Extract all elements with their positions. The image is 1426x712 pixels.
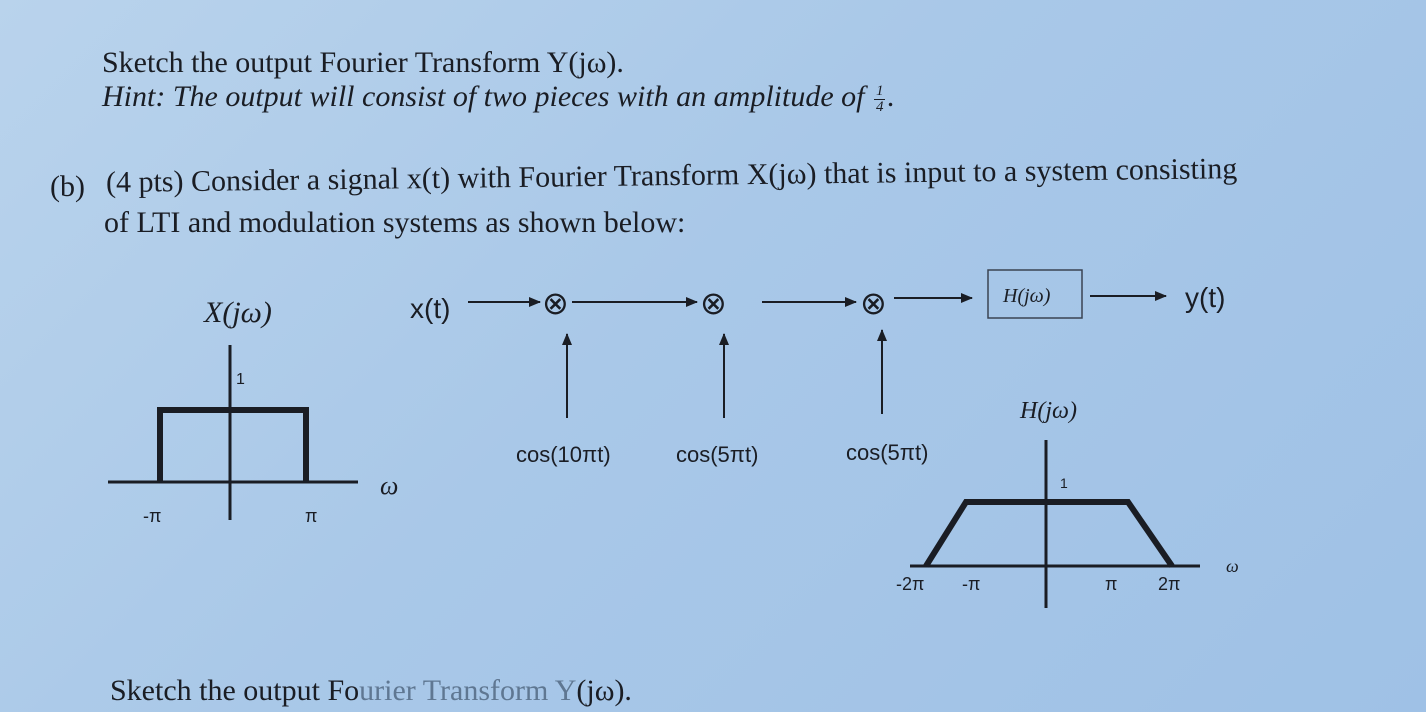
hint-text: Hint: The output will consist of two pieces with an amplitude of (102, 80, 865, 113)
h-plot-title: H(jω) (1020, 398, 1077, 424)
h-plot-amplitude-label: 1 (1060, 475, 1068, 491)
x-plot-tick-pi: π (305, 506, 318, 526)
sketch-bottom-dark: Sketch the output Fo (110, 674, 360, 707)
x-plot-rect-pulse (160, 410, 306, 482)
modulator-3-label: cos(5πt) (846, 440, 929, 465)
hint-fraction-denominator: 4 (875, 98, 884, 115)
part-b-label: (b) (50, 170, 85, 203)
block-diagram (410, 270, 1225, 467)
x-plot-amplitude-label: 1 (236, 371, 245, 388)
output-signal-label: y(t) (1185, 282, 1226, 313)
multiplier-1-icon: ⊗ (542, 285, 569, 321)
x-plot-title: X(jω) (204, 296, 272, 329)
filter-block-label: H(jω) (1003, 285, 1051, 307)
input-signal-label: x(t) (410, 293, 451, 324)
hint-period: . (887, 80, 895, 113)
h-plot-omega-label: ω (1226, 556, 1239, 576)
h-plot-trapezoid (926, 502, 1172, 566)
multiplier-3-icon: ⊗ (860, 285, 887, 321)
x-plot-tick-neg-pi: -π (143, 506, 162, 526)
h-plot-tick-neg-2pi: -2π (896, 574, 925, 594)
hint-fraction-numerator: 1 (875, 82, 884, 99)
modulator-1-label: cos(10πt) (516, 442, 611, 467)
part-b-line1: (4 pts) Consider a signal x(t) with Fourier Transform X(jω) that is input to a system consisting (105, 152, 1238, 199)
h-plot-tick-neg-pi: -π (962, 574, 981, 594)
h-plot-tick-2pi: 2π (1158, 574, 1181, 594)
multiplier-2-icon: ⊗ (700, 285, 727, 321)
sketch-instruction-top: Sketch the output Fourier Transform Y(jω). (102, 46, 624, 79)
part-b-line2: of LTI and modulation systems as shown below: (104, 206, 686, 239)
sketch-bottom-faded: urier Transform Y (359, 674, 577, 707)
h-frequency-response-plot (896, 398, 1239, 608)
modulator-2-label: cos(5πt) (676, 442, 759, 467)
sketch-bottom-end: (jω). (576, 674, 632, 707)
x-plot-omega-label: ω (380, 471, 399, 500)
h-plot-tick-pi: π (1105, 574, 1118, 594)
x-spectrum-plot (108, 296, 398, 526)
